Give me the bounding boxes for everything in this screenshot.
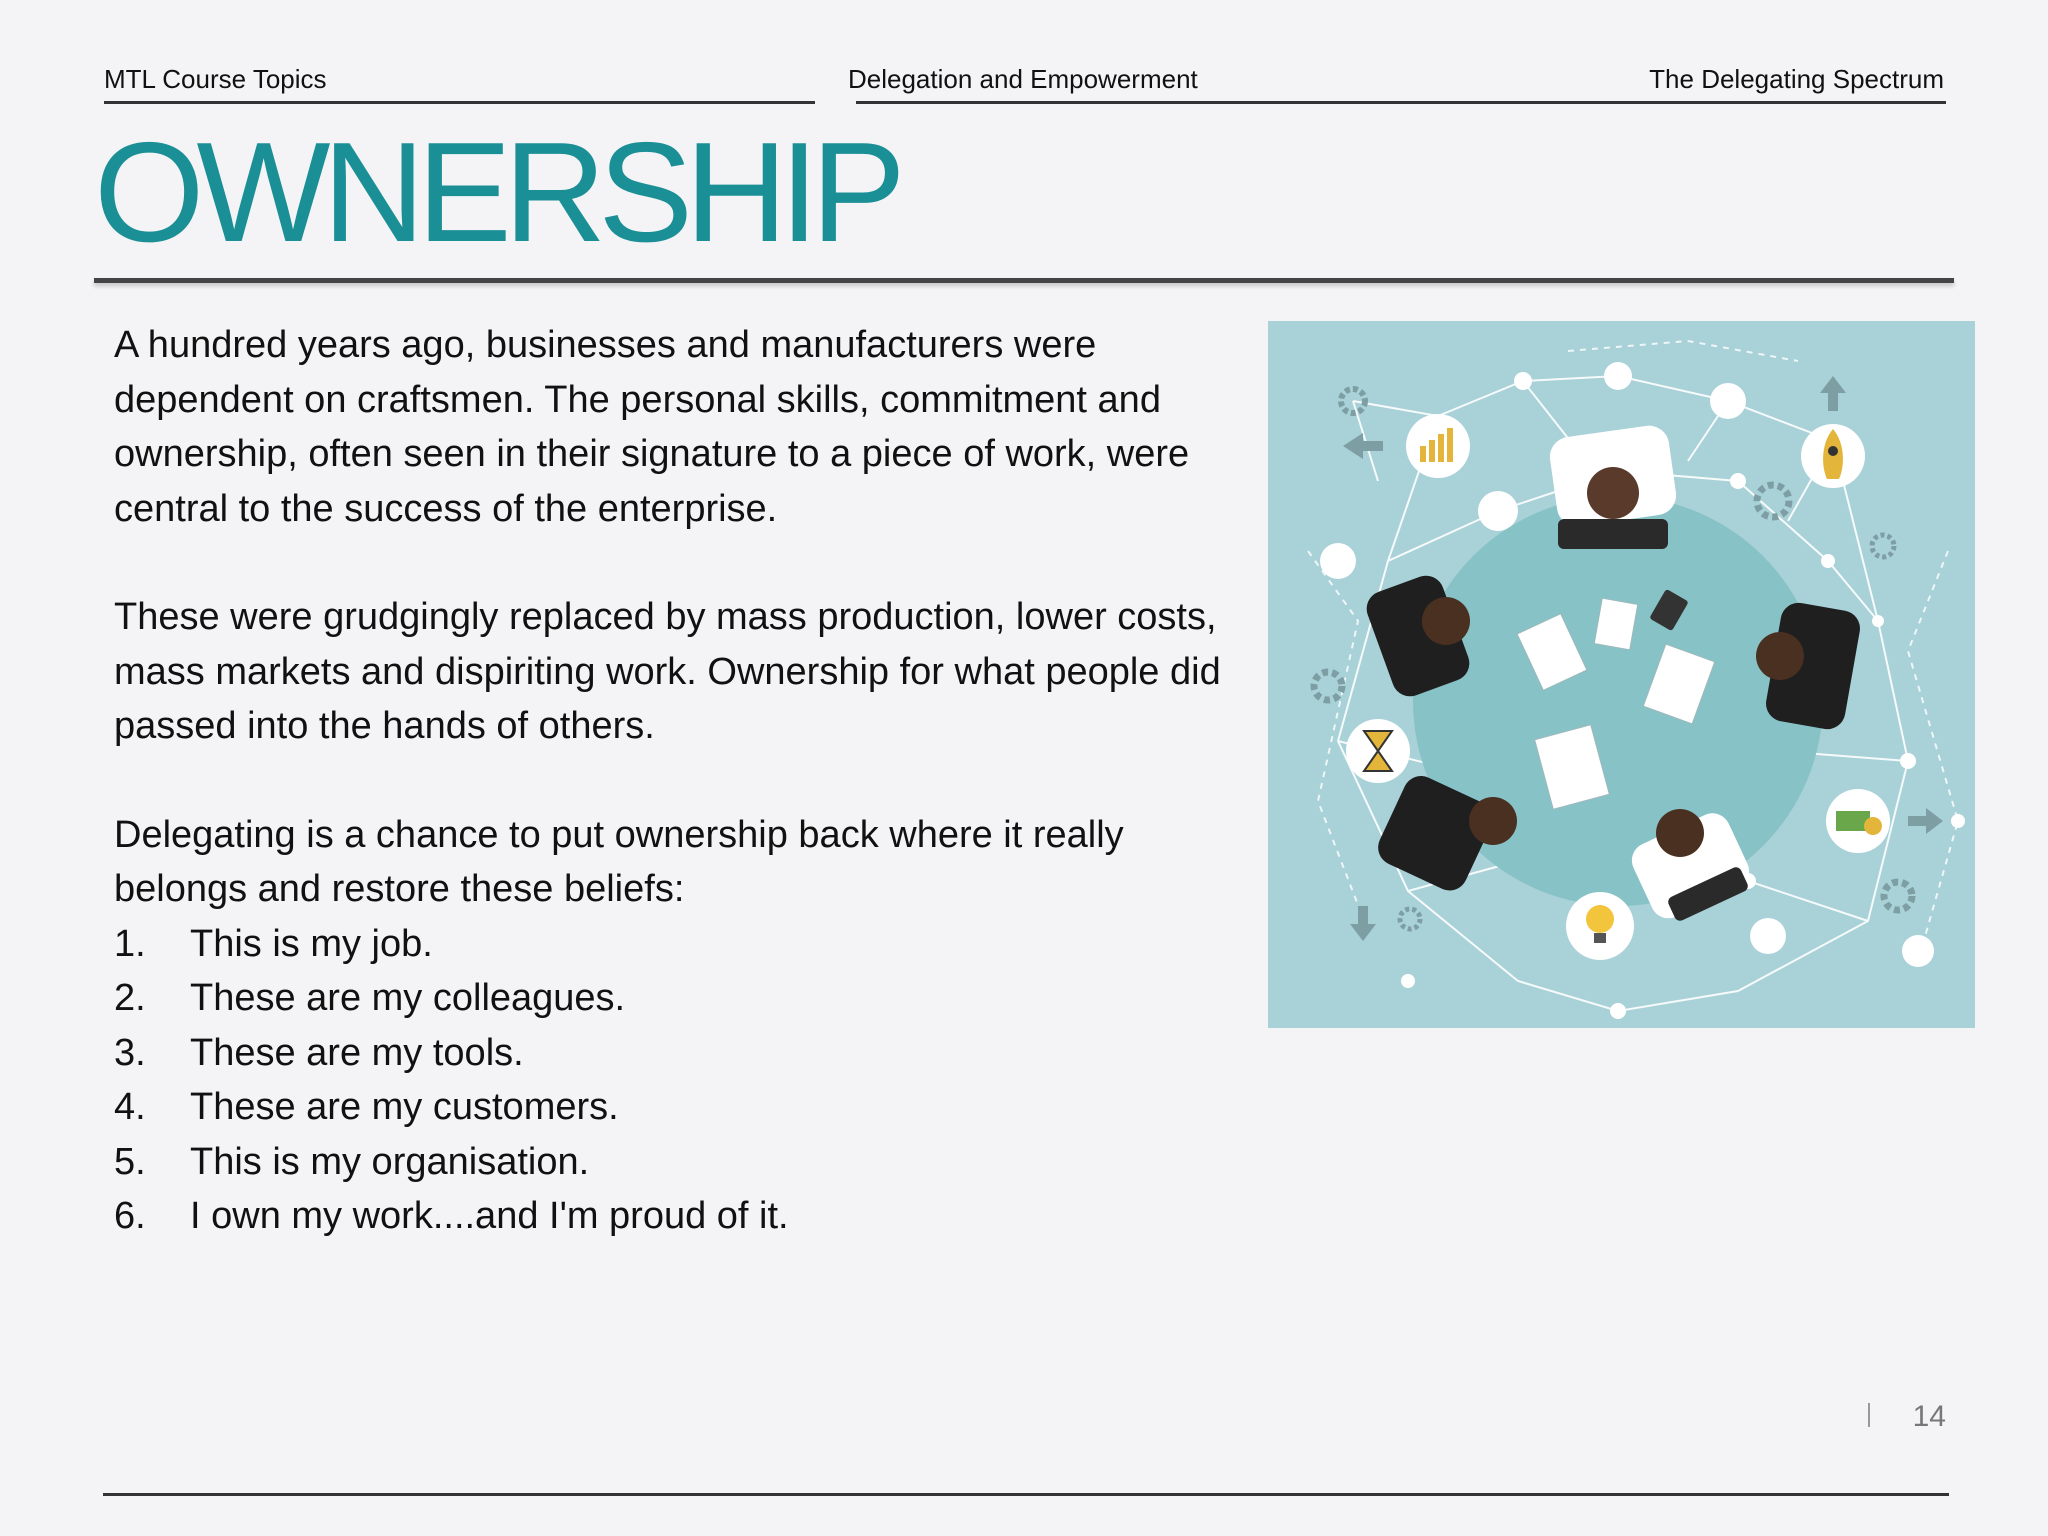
list-text: These are my tools. [190, 1031, 524, 1074]
title-divider [94, 278, 1954, 283]
list-number: 6. [114, 1195, 146, 1237]
list-item [114, 971, 1244, 1026]
body-content [114, 318, 1244, 1244]
page-number-separator [1868, 1403, 1870, 1427]
list-number: 1. [114, 922, 146, 965]
lightbulb-icon [1566, 892, 1634, 960]
list-text: These are my customers. [190, 1086, 619, 1128]
beliefs-list [114, 917, 1244, 1244]
header-subsection-title: The Delegating Spectrum [1649, 64, 1944, 94]
list-text: I own my work....and I'm proud of it. [190, 1195, 789, 1237]
money-icon [1826, 789, 1890, 853]
meeting-illustration-svg [1268, 321, 1975, 1028]
page-title: OWNERSHIP [94, 113, 898, 272]
paragraph-mass-production: These were grudgingly replaced by mass production, lower costs, mass markets and dispiriting work. Ownership for what people did passed into the hands of others. [114, 596, 1221, 747]
list-text: This is my job. [190, 922, 433, 965]
list-item [114, 1135, 1244, 1190]
bar-chart-icon [1406, 414, 1470, 478]
list-item [114, 917, 1244, 972]
list-item [114, 1080, 1244, 1135]
list-item [114, 1026, 1244, 1081]
list-text: This is my organisation. [190, 1140, 590, 1183]
page-number: 14 [1912, 1400, 1946, 1433]
header-course-topics: MTL Course Topics [104, 64, 327, 94]
rocket-icon [1801, 424, 1865, 488]
meeting-illustration [1268, 321, 1975, 1028]
paragraph-craftsmen: A hundred years ago, businesses and manufacturers were dependent on craftsmen. The personal skills, commitment and ownership, often seen in their signature to a piece of work, were central to the success of the enterprise. [114, 324, 1190, 530]
list-text: These are my colleagues. [190, 977, 626, 1019]
list-item [114, 1189, 1244, 1244]
header-rule-right [856, 101, 1946, 104]
list-number: 2. [114, 977, 146, 1019]
header-section-title: Delegation and Empowerment [848, 64, 1198, 94]
list-number: 3. [114, 1031, 146, 1074]
hourglass-icon [1346, 719, 1410, 783]
paragraph-delegating: Delegating is a chance to put ownership back where it really belongs and restore these beliefs: [114, 813, 1124, 910]
list-number: 4. [114, 1086, 146, 1128]
person-top [1547, 423, 1678, 549]
list-number: 5. [114, 1140, 146, 1183]
footer-rule [103, 1493, 1949, 1496]
header-rule-left [104, 101, 815, 104]
